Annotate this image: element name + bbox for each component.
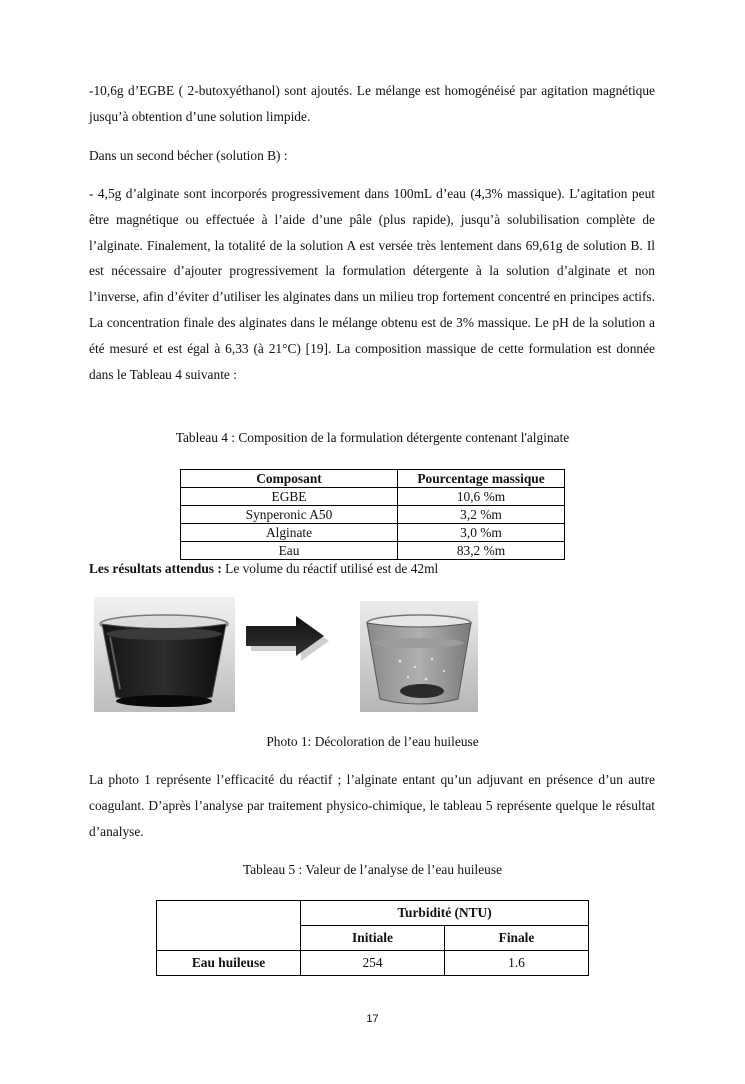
header-composant: Composant bbox=[181, 470, 398, 488]
cell-composant: Synperonic A50 bbox=[181, 506, 398, 524]
cell-pourcentage: 3,0 %m bbox=[398, 524, 565, 542]
cell-pourcentage: 3,2 %m bbox=[398, 506, 565, 524]
table-row bbox=[181, 524, 565, 542]
header-initiale: Initiale bbox=[301, 926, 445, 951]
table-4-composition bbox=[180, 469, 565, 560]
cell-finale-value: 1.6 bbox=[445, 951, 589, 976]
empty-corner-cell bbox=[157, 901, 301, 951]
table-header-row bbox=[181, 470, 565, 488]
paragraph-alginate: - 4,5g d’alginate sont incorporés progressivement dans 100mL d’eau (4,3% massique). L’agitation peut être magnétique ou effectuée à l’aide d’une pâle (plus rapide), jusqu’à solubilisation complète de l’alginate. Finalement, la totalité de la solution A est versée très lentement dans 69,61g de solution B. Il est nécessaire d’ajouter progressivement la formulation détergente à la solution d’alginate et non l’inverse, afin d’éviter d’utiliser les alginates dans un milieu trop fortement concentré en principes actifs. La concentration finale des alginates dans le mélange obtenu est de 3% massique. Le pH de la solution a été mesuré et est égal à 6,33 (à 21°C) [19]. La composition massique de cette formulation est donnée dans le Tableau 4 suivante : bbox=[89, 186, 655, 382]
cell-initiale-value: 254 bbox=[301, 951, 445, 976]
table-5-turbidity bbox=[156, 900, 589, 976]
paragraph-solution-b: Dans un second bécher (solution B) : bbox=[89, 148, 288, 163]
table-row bbox=[181, 488, 565, 506]
beaker-before-image bbox=[94, 597, 235, 712]
photo-caption: Photo 1: Décoloration de l’eau huileuse bbox=[266, 734, 479, 749]
table5-caption: Tableau 5 : Valeur de l’analyse de l’eau huileuse bbox=[242, 862, 503, 877]
cell-composant: EGBE bbox=[181, 488, 398, 506]
page-number: 17 bbox=[366, 1013, 379, 1025]
results-label: Les résultats attendus : bbox=[89, 561, 222, 576]
results-line bbox=[89, 556, 655, 582]
paragraph-egbe: -10,6g d’EGBE ( 2-butoxyéthanol) sont ajoutés. Le mélange est homogénéisé par agitation magnétique jusqu’à obtention d’une solution limpide. bbox=[89, 83, 655, 124]
header-pourcentage: Pourcentage massique bbox=[398, 470, 565, 488]
arrow-right-icon bbox=[244, 614, 330, 662]
row-label-eau-huileuse: Eau huileuse bbox=[157, 951, 301, 976]
cell-pourcentage: 10,6 %m bbox=[398, 488, 565, 506]
header-finale: Finale bbox=[445, 926, 589, 951]
results-text: Le volume du réactif utilisé est de 42ml bbox=[221, 561, 439, 576]
table-header-row bbox=[157, 901, 589, 926]
header-turbidity: Turbidité (NTU) bbox=[301, 901, 589, 926]
table4-caption: Tableau 4 : Composition de la formulation détergente contenant l'alginate bbox=[175, 430, 570, 445]
beaker-after-image bbox=[360, 601, 478, 712]
table-row bbox=[181, 506, 565, 524]
table-row bbox=[157, 951, 589, 976]
paragraph-photo-analysis: La photo 1 représente l’efficacité du réactif ; l’alginate entant qu’un adjuvant en présence d’un autre coagulant. D’après l’analyse par traitement physico-chimique, le tableau 5 représente quelque le résultat d’analyse. bbox=[89, 772, 655, 839]
cell-pourcentage: 83,2 %m bbox=[398, 542, 565, 560]
cell-composant: Eau bbox=[181, 542, 398, 560]
cell-composant: Alginate bbox=[181, 524, 398, 542]
